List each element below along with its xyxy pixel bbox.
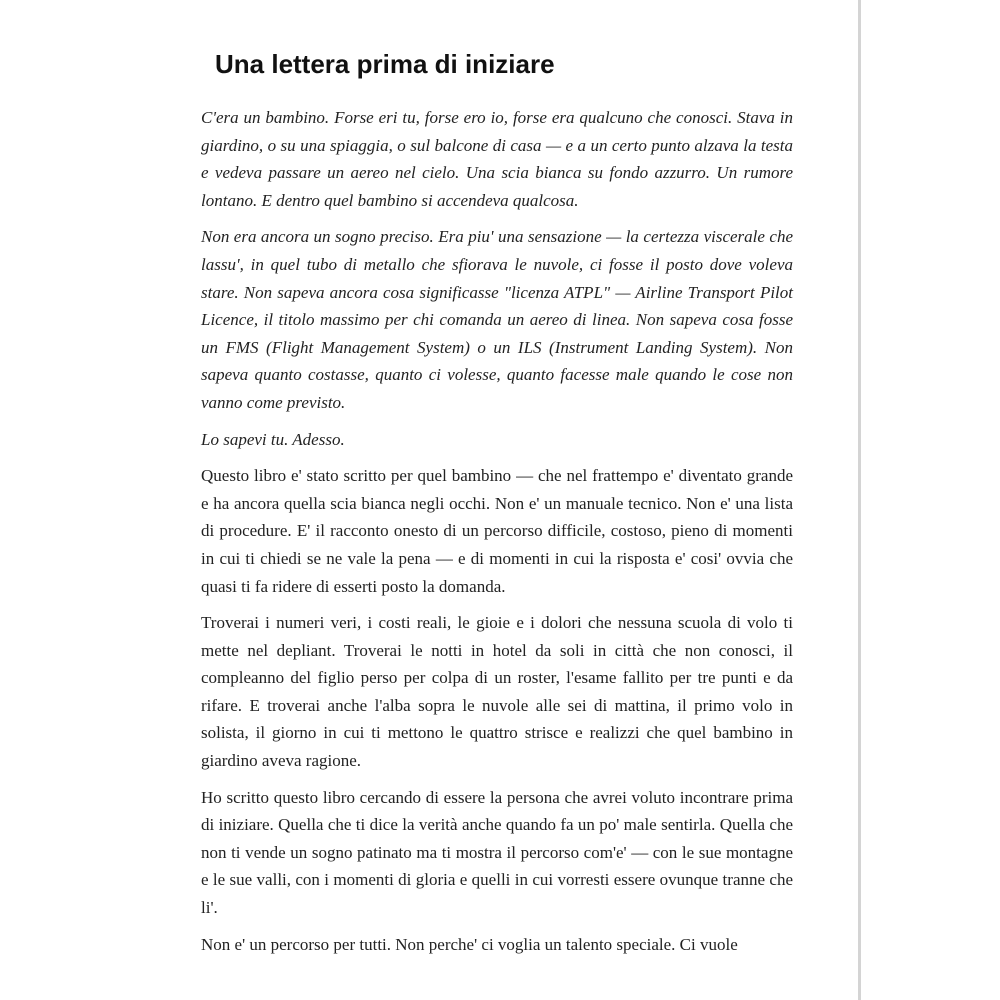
paragraph-3: Lo sapevi tu. Adesso. (201, 429, 345, 449)
paragraph-4: Questo libro e' stato scritto per quel bambino — che nel frattempo e' diventato grande e ha ancora quella scia bianca negli occhi. Non e' un manuale tecnico. Non e' una lista di procedure. E' il racconto onesto di un percorso difficile, costoso, pieno di momenti in cui ti chiedi se ne vale la pena — e di momenti in cui la risposta e' cosi' ovvia che quasi ti fa ridere di esserti posto la domanda. (201, 466, 793, 596)
chapter-title: Una lettera prima di iniziare (215, 49, 555, 79)
paragraph-7: Non e' un percorso per tutti. Non perche' ci voglia un talento speciale. Ci vuole (201, 934, 738, 954)
right-margin-area (861, 0, 1000, 1000)
paragraph-5: Troverai i numeri veri, i costi reali, le gioie e i dolori che nessuna scuola di volo ti mette nel depliant. Troverai le notti in hotel da soli in città che non conosci, il compleanno del figlio perso per colpa di un roster, l'esame fallito per tre punti e da rifare. E troverai anche l'alba sopra le nuvole alle sei di mattina, il primo volo in solista, il giorno in cui ti mettono le quattro strisce e realizzi che quel bambino in giardino aveva ragione. (201, 613, 793, 771)
paragraph-2: Non era ancora un sogno preciso. Era piu' una sensazione — la certezza viscerale che lassu', in quel tubo di metallo che sfiorava le nuvole, ci fosse il posto dove voleva stare. Non sapeva ancora cosa significasse "licenza ATPL" — Airline Transport Pilot Licence, il titolo massimo per chi comanda un aereo di linea. Non sapeva cosa fosse un FMS (Flight Management System) o un ILS (Instrument Landing System). Non sapeva quanto costasse, quanto ci volesse, quanto facesse male quando le cose non vanno come previsto. (201, 227, 793, 412)
paragraph-1: C'era un bambino. Forse eri tu, forse ero io, forse era qualcuno che conosci. Stava in giardino, o su una spiaggia, o sul balcone di casa — e a un certo punto alzava la testa e vedeva passare un aereo nel cielo. Una scia bianca su fondo azzurro. Un rumore lontano. E dentro quel bambino si accendeva qualcosa. (201, 108, 793, 210)
page-content (201, 42, 793, 967)
paragraph-6: Ho scritto questo libro cercando di essere la persona che avrei voluto incontrare prima di iniziare. Quella che ti dice la verità anche quando fa un po' male sentirla. Quella che non ti vende un sogno patinato ma ti mostra il percorso com'e' — con le sue montagne e le sue valli, con i momenti di gloria e quelli in cui vorresti essere ovunque tranne che li'. (201, 787, 793, 918)
